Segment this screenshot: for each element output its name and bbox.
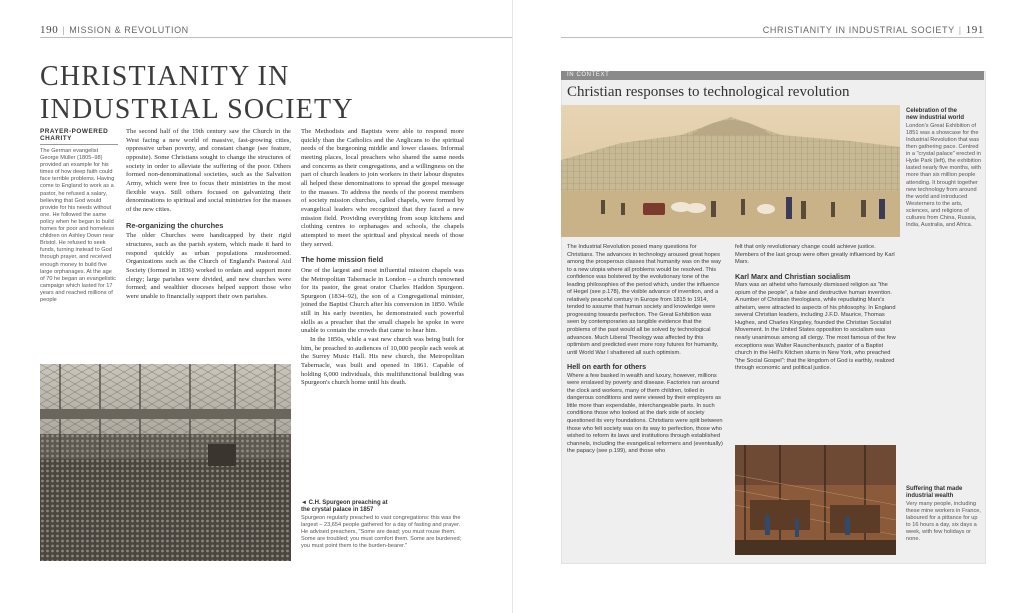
sidebar-heading-line-1: PRAYER-POWERED — [40, 128, 109, 135]
factory-caption-heading-line-1: Suffering that made — [906, 486, 963, 492]
sidebar-heading — [40, 128, 118, 142]
col1-subheading: Re-organizing the churches — [126, 220, 224, 230]
exhibition-caption-heading-line-1: Celebration of the — [906, 108, 958, 114]
sidebar-heading-line-2: CHARITY — [40, 135, 72, 142]
page-title — [40, 60, 370, 126]
col2-paragraph-3: In the 1850s, while a vast new church was being built for him, he preached to audiences of 10,000 people each week at the Surrey Music Hall. His new church, the Metropolitan Tabernacle, was built and opened in 1861. Capable of holding 6,000 individuals, this multifunctional building was Spurgeon's church home until his death. — [301, 336, 464, 387]
spurgeon-caption-heading-line-2: the crystal palace in 1857 — [301, 507, 374, 514]
great-exhibition-painting — [561, 105, 900, 237]
page-title-line-2: INDUSTRIAL SOCIETY — [40, 94, 354, 125]
spurgeon-caption — [301, 500, 464, 550]
ctx-col1-paragraph-2: Where a few basked in wealth and luxury, however, millions were enslaved by poverty and disease. Factories ran around the clock and workers, many of them children, toiled in dangerous conditions and were viewed by their employers as little more than expendable, interchangeable parts. In such conditions those who looked at the dark side of society questioned its very foundations. Christians were split between those who felt society was on its way to perfection, those who wished to reform its laws and institutions through established channels, including the evangelical reformers and (eventually) the papacy (see p.199), and those who — [567, 372, 723, 455]
in-context-label: IN CONTEXT — [561, 71, 984, 80]
page-title-line-1: CHRISTIANITY IN — [40, 61, 290, 92]
factory-caption-heading — [906, 486, 982, 501]
spurgeon-caption-heading-line-1: ◄ C.H. Spurgeon preaching at — [301, 500, 388, 506]
sidebar-text: The German evangelist George Müller (1805–98) provided an example for his times of how deep faith could face terrible problems. Having come to England to work as a pastor, he refused a salary, believing that God would provide for his needs without one. He followed the same policy when he began to build homes for poor and homeless children on Ashley Down near Bristol. He refused to seek funds, turning instead to God through prayer, and received enough money to build five large orphanages. At the age of 70 he began an evangelistic campaign which lasted for 17 years and reached millions of people — [40, 148, 116, 303]
ctx-col2-subheading: Karl Marx and Christian socialism — [735, 271, 851, 281]
in-context-column-2 — [735, 244, 896, 373]
ctx-col1-paragraph-1: The Industrial Revolution posed many questions for Christians. The advances in technology aroused great hopes among the prosperous classes that humanity was on the way to a new utopia where all problems would be resolved. This confidence was bolstered by the evolutionary tone of the leading philosophies of the period which, under the influence of Hegel (see p.178), the visible advance of invention, and a relatively peaceful century in Europe from 1815 to 1914, tended to assume that human society and knowledge were progressing towards perfection. The Great Exhibition was seen by contemporaries as tangible evidence that the problems of the past would all be solved by technological advances. Much Liberal Theology was affected by this optimism and predicted ever more rosy futures for humanity, until World War I shattered all such optimism. — [567, 244, 721, 356]
spurgeon-caption-heading — [301, 500, 464, 515]
col2-paragraph-1: The Methodists and Baptists were able to respond more quickly than the Catholics and the Anglicans to the spiritual needs of the burgeoning middle and lower classes. Informal meeting places, local preachers who shared the same needs and concerns as their congregations, and a willingness on the part of church leaders to join workers in their labour disputes all helped these denominations to spread the gospel message to the masses. To address the needs of the poorest members of society mission churches, called chapels, were formed by evangelical leaders who recognized that they faced a new mission field. Providing everything from soup kitchens and clothing centres to orphanages and schools, the chapels attempted to meet the spiritual and physical needs of those they served. — [301, 128, 464, 248]
left-header-rule — [40, 37, 512, 38]
ctx-col2-paragraph-1: felt that only revolutionary change could achieve justice. Members of the last group were often greatly influenced by Karl Marx. — [735, 244, 895, 266]
exhibition-caption — [906, 108, 982, 229]
in-context-column-1 — [567, 244, 725, 456]
right-header-rule — [561, 37, 984, 38]
exhibition-caption-heading — [906, 108, 982, 123]
col1-paragraph-1: The second half of the 19th century saw the Church in the West facing a new world of massive, fast-growing cities, oppressive urban poverty, and constant change (see feature, opposite). Some Christians sought to change the structures of society in order to alleviate the suffering of the poor. Others formed non-denominational societies, such as the Salvation Army, which were free to focus their ministries in the most flexible ways. Still others focused on galvanizing their denominations to spiritual and social ministries for the masses of the new cities. — [126, 128, 291, 213]
ctx-col2-paragraph-2: Marx was an atheist who famously dismissed religion as "the opium of the people", a false and destructive human invention. A number of Christian theologians, while repudiating Marx's atheism, were attracted to aspects of his philosophy. In England several Christian leaders, including J.F.D. Maurice, Thomas Hughes, and Charles Kingsley, founded the Christian Socialist Movement. In the United States opposition to socialism was nearly unanimous among all clergy. The most famous of the few exceptions was Walter Rauschenbusch, pastor of a Baptist church in the Hell's Kitchen slums in New York, who preached "the Social Gospel": that the kingdom of God is earthly, realized through economic and political justice. — [735, 282, 896, 372]
factory-caption-text: Very many people, including these mine workers in France, laboured for a pittance for up to 16 hours a day, six days a week, with few holidays or none. — [906, 500, 981, 543]
column-1 — [126, 128, 291, 301]
col2-paragraph-2: One of the largest and most influential mission chapels was the Metropolitan Tabernacle in London – a church renowned for its pastor, the great orator Charles Haddon Spurgeon. Spurgeon (1834–92), the son of a Congregational minister, joined the Baptist Church after his conversion in 1850. While still in his early twenties, he demonstrated such powerful skills as a preacher that the small chapels he spoke in were unable to contain the crowds that came to hear him. — [301, 266, 464, 335]
column-2 — [301, 128, 464, 388]
gutter — [512, 0, 513, 613]
left-section-title: MISSION & REVOLUTION — [69, 25, 189, 35]
left-page-number: 190 — [40, 24, 59, 36]
left-folio: 190 | MISSION & REVOLUTION — [40, 24, 189, 36]
spurgeon-caption-text: Spurgeon regularly preached to vast congregations: this was the largest – 23,654 people gathered for a day of fasting and prayer. He advised preachers, "Some are dead; you must rouse them. Some are troubled; you must comfort them. Some are burdened; you must point them to the burden-bearer." — [301, 514, 462, 550]
factory-workers-painting — [735, 445, 896, 555]
exhibition-caption-heading-line-2: new industrial world — [906, 115, 965, 122]
ctx-col1-subheading: Hell on earth for others — [567, 362, 647, 372]
right-folio: CHRISTIANITY IN INDUSTRIAL SOCIETY | 191 — [762, 24, 984, 36]
right-page-number: 191 — [965, 24, 984, 36]
spurgeon-engraving-image — [40, 364, 291, 561]
sidebar-box — [40, 128, 118, 304]
factory-caption-heading-line-2: industrial wealth — [906, 493, 954, 500]
sidebar-rule — [40, 144, 118, 145]
right-section-title: CHRISTIANITY IN INDUSTRIAL SOCIETY — [762, 25, 955, 35]
exhibition-caption-text: London's Great Exhibition of 1851 was a showcase for the Industrial Revolution that was then gathering pace. Centred in a "crystal palace" erected in Hyde Park (left), the exhibition lasted nearly five months, with more than six million people attending. It brought together new technology from around the world and introduced Westerners to the arts, sciences, and religions of cultures from China, Russia, India, Australia, and Africa. — [906, 122, 981, 229]
factory-caption — [906, 486, 982, 543]
col1-paragraph-2: The older Churches were handicapped by their rigid structures, such as the parish system, which made it hard to respond quickly as urban populations mushroomed. Organizations such as the Church of England's Pastoral Aid Society (formed in 1836) worked to ordain and support more clergy; large parishes were divided, and new churches were formed; and wealthier dioceses helped support those who were unable to financially support their own parishes. — [126, 232, 291, 300]
col2-subheading: The home mission field — [301, 255, 384, 265]
in-context-title: Christian responses to technological revolution — [567, 84, 850, 100]
